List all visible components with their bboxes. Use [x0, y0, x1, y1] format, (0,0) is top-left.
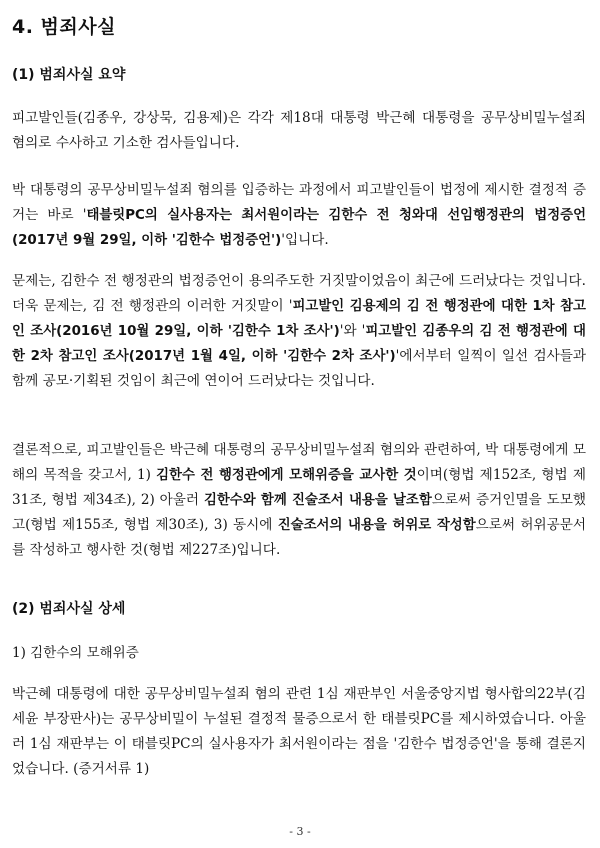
bold-segment: 피고발인 김종우의 김 전 행정관에 대한 2차 참고인 조사(2017년 1월 4일, 이하 '김한수 2차 조사') — [12, 324, 586, 364]
paragraph-problem — [12, 269, 586, 394]
paragraph-tablet: 박근혜 대통령에 대한 공무상비밀누설죄 혐의 관련 1심 재판부인 서울중앙지법 형사합의22부(김세윤 부장판사)는 공무상비밀이 누설된 결정적 물증으로서 한 태블릿PC를 제시하였습니다. 아울러 1심 재판부는 이 태블릿PC의 실사용자가 최서원이라는 점을 '김한수 법정증언'을 통해 결론지었습니다. (증거서류 1) — [12, 686, 586, 777]
section-title: 4. 범죄사실 — [12, 16, 116, 38]
bold-segment: 김한수 전 행정관에게 모해위증을 교사한 것 — [156, 468, 417, 483]
detail-heading: (2) 범죄사실 상세 — [12, 601, 126, 617]
paragraph-defendants: 피고발인들(김종우, 강상묵, 김용제)은 각각 제18대 대통령 박근혜 대통령을 공무상비밀누설죄 혐의로 수사하고 기소한 검사들입니다. — [12, 110, 586, 151]
bold-segment: 김한수와 함께 진술조서 내용을 날조함 — [203, 493, 432, 508]
sub-heading: 1) 김한수의 모해위증 — [12, 645, 139, 661]
text-segment: '와 ' — [339, 323, 366, 339]
text-segment: 문제는, 김한수 전 행정관의 법정증언이 용의주도한 거짓말이었음이 최근에 드러났다는 것입니다. 더욱 문제는, 김 전 행정관의 이러한 거짓말이 ' — [12, 273, 586, 314]
text-segment: 결론적으로, 피고발인들은 박근혜 대통령의 공무상비밀누설죄 혐의와 관련하여, 박 대통령에게 모해의 목적을 갖고서, 1) — [12, 442, 586, 483]
bold-segment: 태블릿PC의 실사용자는 최서원이라는 김한수 전 청와대 선임행정관의 법정증언(2017년 9월 29일, 이하 '김한수 법정증언') — [12, 208, 586, 248]
text-segment: 으로써 증거인멸을 도모했고(형법 제155조, 형법 제30조), 3) 동시에 — [12, 492, 586, 533]
page-number: - 3 - — [289, 825, 311, 838]
bold-segment: 피고발인 김용제의 김 전 행정관에 대한 1차 참고인 조사(2016년 10월 29일, 이하 '김한수 1차 조사') — [12, 299, 586, 339]
text-segment: '입니다. — [281, 232, 329, 248]
text-segment: '에서부터 일찍이 일선 검사들과 함께 공모·기획된 것임이 최근에 연이어 드러났다는 것입니다. — [12, 348, 586, 389]
bold-segment: 진술조서의 내용을 허위로 작성함 — [277, 518, 476, 533]
text-segment: 이며(형법 제152조, 형법 제31조, 형법 제34조), 2) 아울러 — [12, 467, 587, 508]
paragraph-conclusion — [12, 438, 586, 563]
summary-heading: (1) 범죄사실 요약 — [12, 67, 126, 83]
text-segment: 박 대통령의 공무상비밀누설죄 혐의를 입증하는 과정에서 피고발인들이 법정에 제시한 결정적 증거는 바로 ' — [12, 182, 586, 223]
paragraph-evidence — [12, 178, 586, 253]
text-segment: 으로써 허위공문서를 작성하고 행사한 것(형법 제227조)입니다. — [12, 517, 586, 558]
